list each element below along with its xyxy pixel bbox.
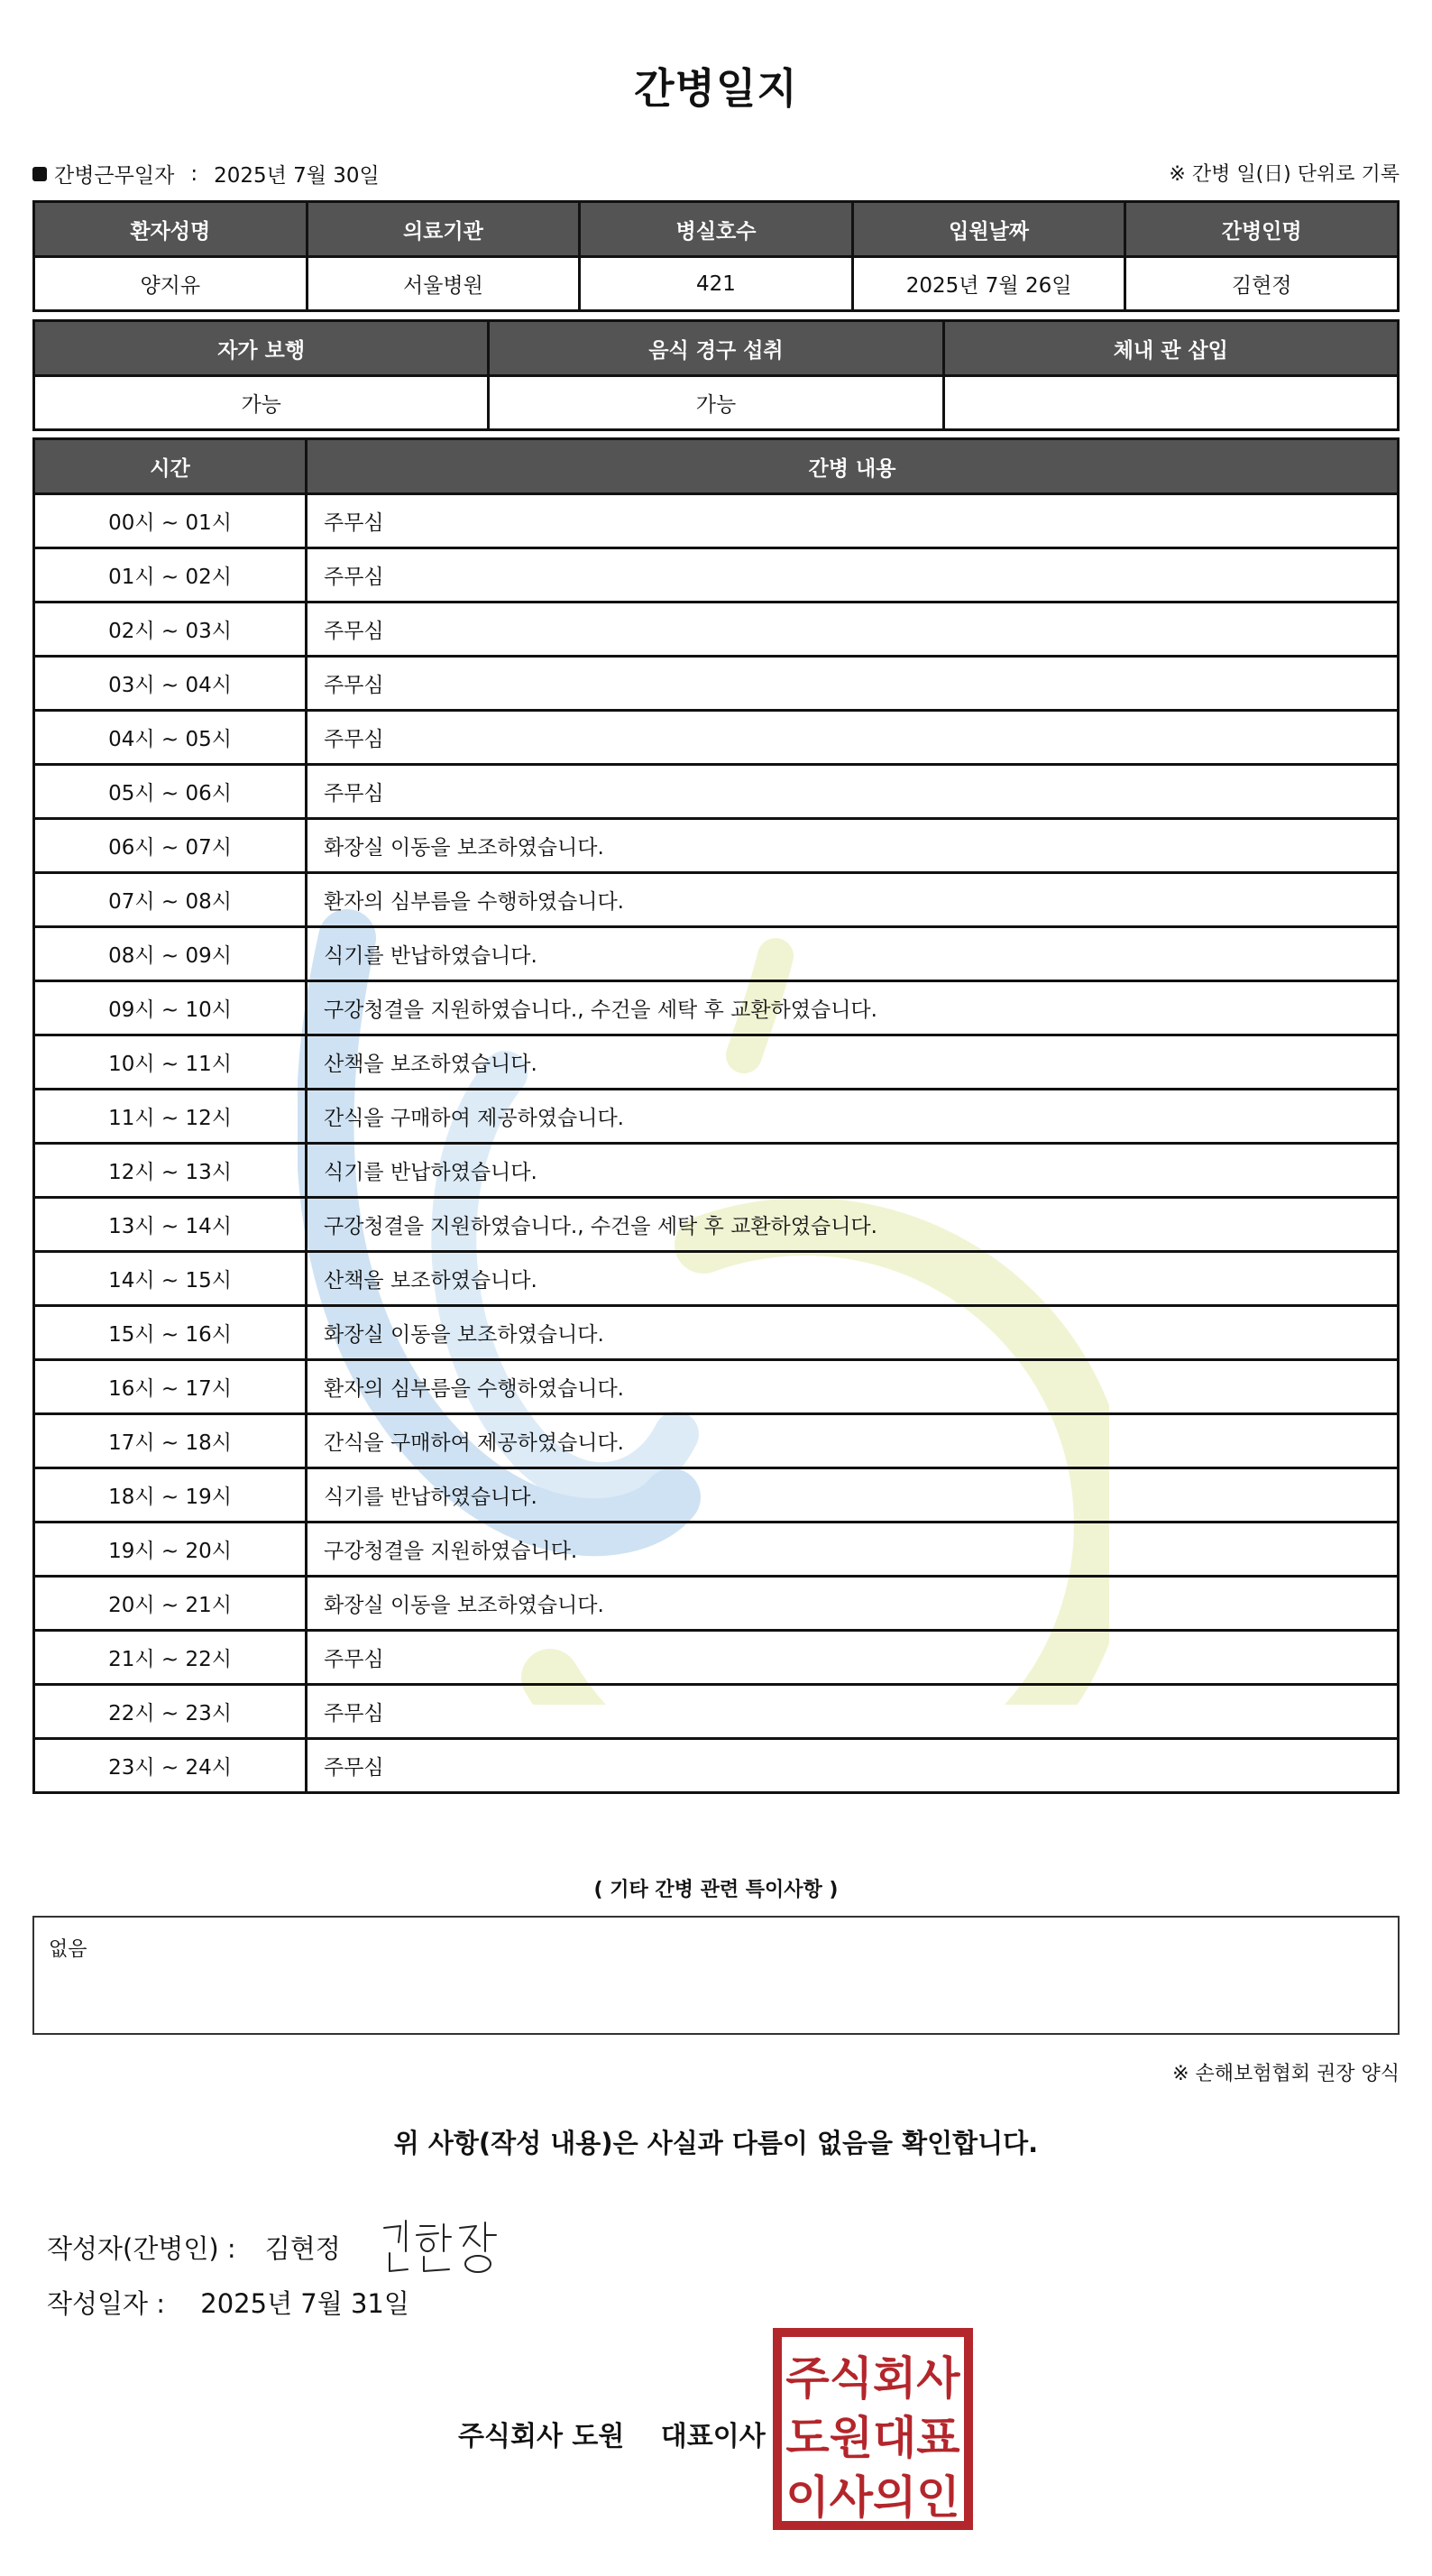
log-time: 08시 ~ 09시 [34, 927, 307, 981]
log-content: 화장실 이동을 보조하였습니다. [307, 1577, 1399, 1631]
log-content: 산책을 보조하였습니다. [307, 1035, 1399, 1090]
log-content: 화장실 이동을 보조하였습니다. [307, 819, 1399, 873]
handwritten-signature [377, 2215, 512, 2278]
care-log-row [34, 1468, 1399, 1523]
log-content: 주무심 [307, 1631, 1399, 1685]
care-log-row [34, 1631, 1399, 1685]
patient-status-value-row [34, 376, 1399, 430]
patient-info-value-row [34, 257, 1399, 311]
header-patient-name: 환자성명 [34, 202, 308, 257]
log-time: 11시 ~ 12시 [34, 1090, 307, 1144]
log-time: 09시 ~ 10시 [34, 981, 307, 1035]
bullet-square-icon [32, 167, 47, 181]
header-tube-insertion: 체내 관 삽입 [943, 321, 1398, 376]
form-footnote: ※ 손해보험협회 권장 양식 [1172, 2063, 1400, 2085]
log-time: 14시 ~ 15시 [34, 1252, 307, 1306]
care-log-row [34, 1685, 1399, 1739]
header-room-number: 병실호수 [580, 202, 853, 257]
patient-info-header-row [34, 202, 1399, 257]
remarks-box [32, 1916, 1400, 2035]
log-time: 15시 ~ 16시 [34, 1306, 307, 1360]
log-time: 07시 ~ 08시 [34, 873, 307, 927]
log-content: 주무심 [307, 548, 1399, 603]
care-log-row [34, 1198, 1399, 1252]
work-date-row [32, 159, 380, 189]
header-admission-date: 입원날짜 [852, 202, 1125, 257]
log-content: 구강청결을 지원하였습니다., 수건을 세탁 후 교환하였습니다. [307, 1198, 1399, 1252]
care-log-row [34, 494, 1399, 548]
hospital-name: 서울병원 [307, 257, 580, 311]
company-signature-line [458, 2414, 766, 2453]
page-title: 간병일지 [634, 64, 798, 113]
seal-line-1: 주식회사 [785, 2352, 960, 2405]
log-content: 주무심 [307, 494, 1399, 548]
care-log-row [34, 1577, 1399, 1631]
care-log-header-row [34, 439, 1399, 494]
remarks-text: 없음 [49, 1938, 87, 1961]
care-log-row [34, 603, 1399, 657]
log-content: 식기를 반납하였습니다. [307, 1144, 1399, 1198]
header-caregiver-name: 간병인명 [1125, 202, 1399, 257]
log-content: 간식을 구매하여 제공하였습니다. [307, 1414, 1399, 1468]
room-number: 421 [580, 257, 853, 311]
log-content: 식기를 반납하였습니다. [307, 1468, 1399, 1523]
admission-date: 2025년 7월 26일 [852, 257, 1125, 311]
log-time: 02시 ~ 03시 [34, 603, 307, 657]
log-time: 22시 ~ 23시 [34, 1685, 307, 1739]
care-log-row [34, 873, 1399, 927]
care-log-row [34, 548, 1399, 603]
writer-row [47, 2215, 512, 2278]
written-date-value: 2025년 7월 31일 [200, 2288, 409, 2319]
log-content: 주무심 [307, 657, 1399, 711]
written-date-row [47, 2284, 409, 2321]
log-time: 12시 ~ 13시 [34, 1144, 307, 1198]
log-time: 01시 ~ 02시 [34, 548, 307, 603]
log-time: 10시 ~ 11시 [34, 1035, 307, 1090]
log-time: 18시 ~ 19시 [34, 1468, 307, 1523]
confirmation-statement: 위 사항(작성 내용)은 사실과 다름이 없음을 확인합니다. [393, 2128, 1039, 2158]
log-content: 주무심 [307, 1739, 1399, 1793]
log-content: 주무심 [307, 1685, 1399, 1739]
log-content: 식기를 반납하였습니다. [307, 927, 1399, 981]
care-log-row [34, 819, 1399, 873]
log-content: 화장실 이동을 보조하였습니다. [307, 1306, 1399, 1360]
seal-line-2: 도원대표 [785, 2412, 960, 2464]
log-content: 주무심 [307, 603, 1399, 657]
self-walking-value: 가능 [34, 376, 489, 430]
log-content: 주무심 [307, 711, 1399, 765]
writer-name: 김현정 [264, 2232, 341, 2264]
care-log-row [34, 1523, 1399, 1577]
log-time: 06시 ~ 07시 [34, 819, 307, 873]
header-time: 시간 [34, 439, 307, 494]
work-date-value: 2025년 7월 30일 [214, 164, 380, 188]
header-oral-intake: 음식 경구 섭취 [489, 321, 943, 376]
seal-line-3: 이사의인 [785, 2471, 960, 2524]
header-self-walking: 자가 보행 [34, 321, 489, 376]
log-time: 13시 ~ 14시 [34, 1198, 307, 1252]
care-log-row [34, 711, 1399, 765]
log-content: 구강청결을 지원하였습니다. [307, 1523, 1399, 1577]
log-content: 간식을 구매하여 제공하였습니다. [307, 1090, 1399, 1144]
work-date-separator: : [190, 161, 198, 186]
log-content: 주무심 [307, 765, 1399, 819]
company-seal-icon [772, 2327, 974, 2531]
remarks-title: ( 기타 간병 관련 특이사항 ) [593, 1879, 839, 1901]
patient-info-table [32, 200, 1400, 312]
tube-insertion-value [943, 376, 1398, 430]
log-time: 00시 ~ 01시 [34, 494, 307, 548]
log-time: 05시 ~ 06시 [34, 765, 307, 819]
patient-name: 양지유 [34, 257, 308, 311]
care-log-row [34, 657, 1399, 711]
care-log-row [34, 1144, 1399, 1198]
company-name: 주식회사 도원 [458, 2421, 625, 2452]
care-log-row [34, 1414, 1399, 1468]
record-note: ※ 간병 일(日) 단위로 기록 [1169, 163, 1400, 186]
care-log-row [34, 765, 1399, 819]
care-log-row [34, 1035, 1399, 1090]
care-log-row [34, 1360, 1399, 1414]
writer-label: 작성자(간병인) : [47, 2232, 236, 2264]
written-date-label: 작성일자 : [47, 2288, 166, 2319]
log-time: 20시 ~ 21시 [34, 1577, 307, 1631]
caregiver-name: 김현정 [1125, 257, 1399, 311]
company-role: 대표이사 [660, 2421, 766, 2452]
header-care-content: 간병 내용 [307, 439, 1399, 494]
care-log-row [34, 981, 1399, 1035]
care-log-row [34, 1739, 1399, 1793]
log-content: 환자의 심부름을 수행하였습니다. [307, 873, 1399, 927]
log-content: 구강청결을 지원하였습니다., 수건을 세탁 후 교환하였습니다. [307, 981, 1399, 1035]
care-log-row [34, 927, 1399, 981]
log-time: 21시 ~ 22시 [34, 1631, 307, 1685]
care-log-table [32, 437, 1400, 1794]
header-hospital: 의료기관 [307, 202, 580, 257]
log-time: 16시 ~ 17시 [34, 1360, 307, 1414]
log-time: 17시 ~ 18시 [34, 1414, 307, 1468]
log-content: 환자의 심부름을 수행하였습니다. [307, 1360, 1399, 1414]
log-content: 산책을 보조하였습니다. [307, 1252, 1399, 1306]
patient-status-header-row [34, 321, 1399, 376]
care-log-row [34, 1306, 1399, 1360]
log-time: 19시 ~ 20시 [34, 1523, 307, 1577]
work-date-label: 간병근무일자 [54, 164, 175, 188]
log-time: 03시 ~ 04시 [34, 657, 307, 711]
care-log-body [34, 494, 1399, 1793]
log-time: 23시 ~ 24시 [34, 1739, 307, 1793]
care-log-row [34, 1090, 1399, 1144]
patient-status-table [32, 319, 1400, 431]
oral-intake-value: 가능 [489, 376, 943, 430]
care-log-row [34, 1252, 1399, 1306]
log-time: 04시 ~ 05시 [34, 711, 307, 765]
